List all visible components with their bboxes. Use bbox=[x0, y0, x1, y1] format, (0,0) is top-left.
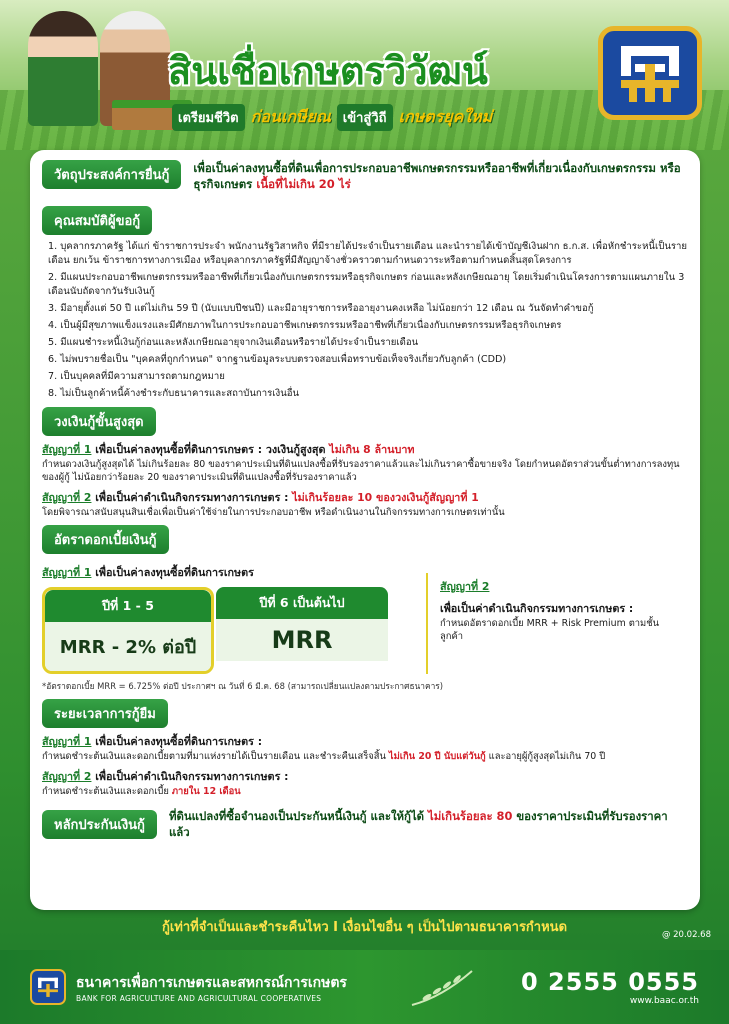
website-link[interactable]: www.baac.or.th bbox=[629, 996, 699, 1006]
interest-contract-1 bbox=[42, 559, 412, 674]
term-highlight: ภายใน 12 เดือน bbox=[171, 786, 241, 797]
list-item: 8. ไม่เป็นลูกค้าหนี้ค้างชำระกับธนาคารและสถาบันการเงินอื่น bbox=[48, 388, 300, 399]
print-date: @ 20.02.68 bbox=[661, 930, 711, 940]
contract-2-number: สัญญาที่ 2 bbox=[42, 770, 92, 783]
list-item: 2. มีแผนประกอบอาชีพเกษตรกรรมหรืออาชีพที่เกี่ยวเนื่องกับเกษตรกรรมหรือธุรกิจเกษตร ก่อนและหลังเกษียณอายุ โดยเริ่มดำเนินโครงการตามแผนภายใน 3 เดือนนับถัดจากวันรับเงินกู้ bbox=[48, 272, 685, 297]
info-card bbox=[30, 150, 700, 910]
list-item: 6. ไม่พบรายชื่อเป็น "บุคคลที่ถูกกำหนด" จากฐานข้อมูลระบบตรวจสอบเพื่อทราบข้อเท็จจริงเกี่ยวกับลูกค้า (CDD) bbox=[48, 354, 507, 365]
contract-2-title: เพื่อเป็นค่าดำเนินกิจกรรมทางการเกษตร : bbox=[95, 491, 289, 504]
contract-2-number: สัญญาที่ 2 bbox=[42, 491, 92, 504]
bank-name bbox=[76, 972, 347, 1003]
slogan: กู้เท่าที่จำเป็นและชำระคืนไหว I เงื่อนไขอื่น ๆ เป็นไปตามธนาคารกำหนด bbox=[161, 920, 568, 935]
bank-name-english: BANK FOR AGRICULTURE AND AGRICULTURAL COOPERATIVES bbox=[76, 993, 322, 1003]
rate-box-value: MRR bbox=[216, 619, 388, 661]
contract-1-title: เพื่อเป็นค่าลงทุนซื้อที่ดินการเกษตร : bbox=[95, 735, 263, 748]
term-detail: กำหนดชำระต้นเงินและดอกเบี้ยตามที่มาแห่งรายได้เป็นรายเดือน และชำระคืนเสร็จสิ้น bbox=[42, 751, 386, 762]
contract-2-max: ไม่เกินร้อยละ 10 ของวงเงินกู้สัญญาที่ 1 bbox=[292, 491, 479, 504]
bank-name-thai: ธนาคารเพื่อการเกษตรและสหกรณ์การเกษตร bbox=[76, 974, 347, 991]
qualifications-section bbox=[42, 206, 688, 401]
term-detail: กำหนดชำระต้นเงินและดอกเบี้ย bbox=[42, 786, 169, 797]
contract-1-number: สัญญาที่ 1 bbox=[42, 443, 92, 456]
contract-2-number: สัญญาที่ 2 bbox=[440, 580, 490, 593]
farmer-woman-image bbox=[28, 11, 98, 126]
term-contract-2 bbox=[42, 768, 688, 785]
term-contract-2-detail bbox=[42, 785, 688, 798]
list-item: 1. บุคลากรภาครัฐ ได้แก่ ข้าราชการประจำ พนักงานรัฐวิสาหกิจ ที่มีรายได้ประจำเป็นรายเดือน และนำรายได้เข้าบัญชีเงินฝาก ธ.ก.ส. เพื่อหักชำระหนี้เป็นรายเดือน ยกเว้น ข้าราชการทางการเมือง หรือบุคลากรภาครัฐที่มีสัญญาจ้างชั่วคราวตามกำหนดวาระหรือตามกำหนดสิ้นสุดโครงการ bbox=[48, 241, 688, 266]
interest-contract-2 bbox=[426, 573, 676, 674]
subtitle-part-2: ก่อนเกษียณ bbox=[250, 106, 331, 126]
term-tail: และอายุผู้กู้สูงสุดไม่เกิน 70 ปี bbox=[488, 751, 606, 762]
rate-box-header: ปีที่ 6 เป็นต้นไป bbox=[216, 587, 388, 619]
footer-logo bbox=[30, 969, 66, 1005]
collateral-body-1: ที่ดินแปลงที่ซื้อจำนองเป็นประกันหนี้เงินกู้ และให้กู้ได้ bbox=[168, 809, 425, 823]
term-label: ระยะเวลาการกู้ยืม bbox=[42, 699, 168, 728]
purpose-body: เพื่อเป็นค่าลงทุนซื้อที่ดินเพื่อการประกอบอาชีพเกษตรกรรมหรืออาชีพที่เกี่ยวเนื่องกับเกษตรกรรม หรือธุรกิจเกษตร bbox=[193, 161, 681, 191]
max-loan-contract-1 bbox=[42, 441, 688, 458]
contract-2-detail: กำหนดอัตราดอกเบี้ย MRR + Risk Premium ตามชั้นลูกค้า bbox=[440, 618, 660, 642]
purpose-text bbox=[193, 160, 688, 192]
max-loan-contract-1-detail: กำหนดวงเงินกู้สูงสุดได้ ไม่เกินร้อยละ 80 ของราคาประเมินที่ดินแปลงซื้อที่รับรองราคาแล้วและไม่เกินราคาซื้อขายจริง โดยกำหนดอัตราส่วนขั้นต่ำทางการลงทุนของผู้กู้ ไม่น้อยกว่าร้อยละ 20 ของราคาประเมินที่ดินแปลงซื้อที่รับรองราคาแล้ว bbox=[42, 459, 680, 483]
baac-logo bbox=[598, 26, 702, 120]
interest-contract-1-title bbox=[42, 564, 412, 581]
interest-content bbox=[42, 559, 688, 674]
purpose-label: วัตถุประสงค์การยื่นกู้ bbox=[42, 160, 181, 189]
max-loan-label: วงเงินกู้ขั้นสูงสุด bbox=[42, 407, 156, 436]
rate-box-value: MRR - 2% ต่อปี bbox=[45, 622, 211, 671]
collateral-text bbox=[169, 808, 688, 840]
contract-1-title: เพื่อเป็นค่าลงทุนซื้อที่ดินการเกษตร : วงเงินกู้สูงสุด bbox=[95, 443, 326, 456]
title-subtitle bbox=[172, 104, 492, 130]
term-highlight: ไม่เกิน 20 ปี นับแต่วันกู้ bbox=[388, 751, 486, 762]
max-loan-section bbox=[42, 407, 688, 519]
interest-label: อัตราดอกเบี้ยเงินกู้ bbox=[42, 525, 169, 554]
contract-2-title: เพื่อเป็นค่าดำเนินกิจกรรมทางการเกษตร : bbox=[95, 770, 289, 783]
list-item: 4. เป็นผู้มีสุขภาพแข็งแรงและมีศักยภาพในการประกอบอาชีพเกษตรกรรมหรืออาชีพที่เกี่ยวเนื่องกับเกษตรกรรมหรือธุรกิจเกษตร bbox=[48, 320, 562, 331]
interest-section bbox=[42, 525, 688, 693]
wheat-icon bbox=[407, 967, 477, 1007]
rate-box-year-6-on bbox=[216, 587, 388, 674]
phone-number[interactable]: 0 2555 0555 bbox=[520, 968, 699, 996]
interest-note: *อัตราดอกเบี้ย MRR = 6.725% ต่อปี ประกาศฯ ณ วันที่ 6 มี.ค. 68 (สามารถเปลี่ยนแปลงตามประกาศธนาคาร) bbox=[42, 681, 444, 691]
subtitle-part-1: เตรียมชีวิต bbox=[172, 104, 245, 131]
list-item: 7. เป็นบุคคลที่มีความสามารถตามกฎหมาย bbox=[48, 371, 225, 382]
header-banner bbox=[0, 0, 729, 150]
subtitle-part-4: เกษตรยุคใหม่ bbox=[398, 106, 493, 126]
list-item: 5. มีแผนชำระหนี้เงินกู้ก่อนและหลังเกษียณอายุจากเงินเดือนหรือรายได้ประจำเป็นรายเดือน bbox=[48, 337, 419, 348]
list-item: 3. มีอายุตั้งแต่ 50 ปี แต่ไม่เกิน 59 ปี (นับแบบปีชนปี) และมีอายุราชการหรืออายุงานคงเหลือ ไม่น้อยกว่า 12 เดือน ณ วันจัดทำคำขอกู้ bbox=[48, 303, 594, 314]
qualifications-list bbox=[48, 240, 688, 401]
purpose-section bbox=[42, 160, 688, 200]
baac-logo-icon bbox=[615, 38, 685, 108]
baac-logo-icon bbox=[36, 975, 60, 999]
max-loan-contract-2 bbox=[42, 489, 688, 506]
page-title: สินเชื่อเกษตรวิวัฒน์ bbox=[168, 49, 488, 93]
collateral-body-2: ของราคาประเมินที่รับรองราคาแล้ว bbox=[168, 809, 668, 839]
rate-box-header: ปีที่ 1 - 5 bbox=[45, 590, 211, 622]
interest-contract-2-title bbox=[440, 578, 676, 595]
rate-box-year-1-5 bbox=[42, 587, 214, 674]
contract-1-number: สัญญาที่ 1 bbox=[42, 735, 92, 748]
term-section bbox=[42, 699, 688, 798]
contract-1-max: ไม่เกิน 8 ล้านบาท bbox=[329, 443, 415, 456]
collateral-highlight: ไม่เกินร้อยละ 80 bbox=[428, 809, 513, 823]
contract-2-title: เพื่อเป็นค่าดำเนินกิจกรรมทางการเกษตร : bbox=[440, 602, 634, 615]
term-contract-1 bbox=[42, 733, 688, 750]
purpose-highlight: เนื้อที่ไม่เกิน 20 ไร่ bbox=[256, 177, 351, 191]
term-contract-1-detail bbox=[42, 750, 688, 763]
collateral-label: หลักประกันเงินกู้ bbox=[42, 810, 157, 839]
contract-1-number: สัญญาที่ 1 bbox=[42, 566, 92, 579]
rate-boxes bbox=[42, 587, 412, 674]
contract-1-title: เพื่อเป็นค่าลงทุนซื้อที่ดินการเกษตร bbox=[95, 566, 254, 579]
contact-info bbox=[521, 968, 699, 1006]
collateral-section bbox=[42, 808, 688, 840]
footer bbox=[0, 950, 729, 1024]
subtitle-part-3: เข้าสู่วิถี bbox=[337, 104, 393, 131]
qualifications-label: คุณสมบัติผู้ขอกู้ bbox=[42, 206, 152, 235]
max-loan-contract-2-detail: โดยพิจารณาสนับสนุนสินเชื่อเพื่อเป็นค่าใช้จ่ายในการประกอบอาชีพ หรือดำเนินงานในกิจกรรมทางการเกษตรเท่านั้น bbox=[42, 507, 505, 518]
